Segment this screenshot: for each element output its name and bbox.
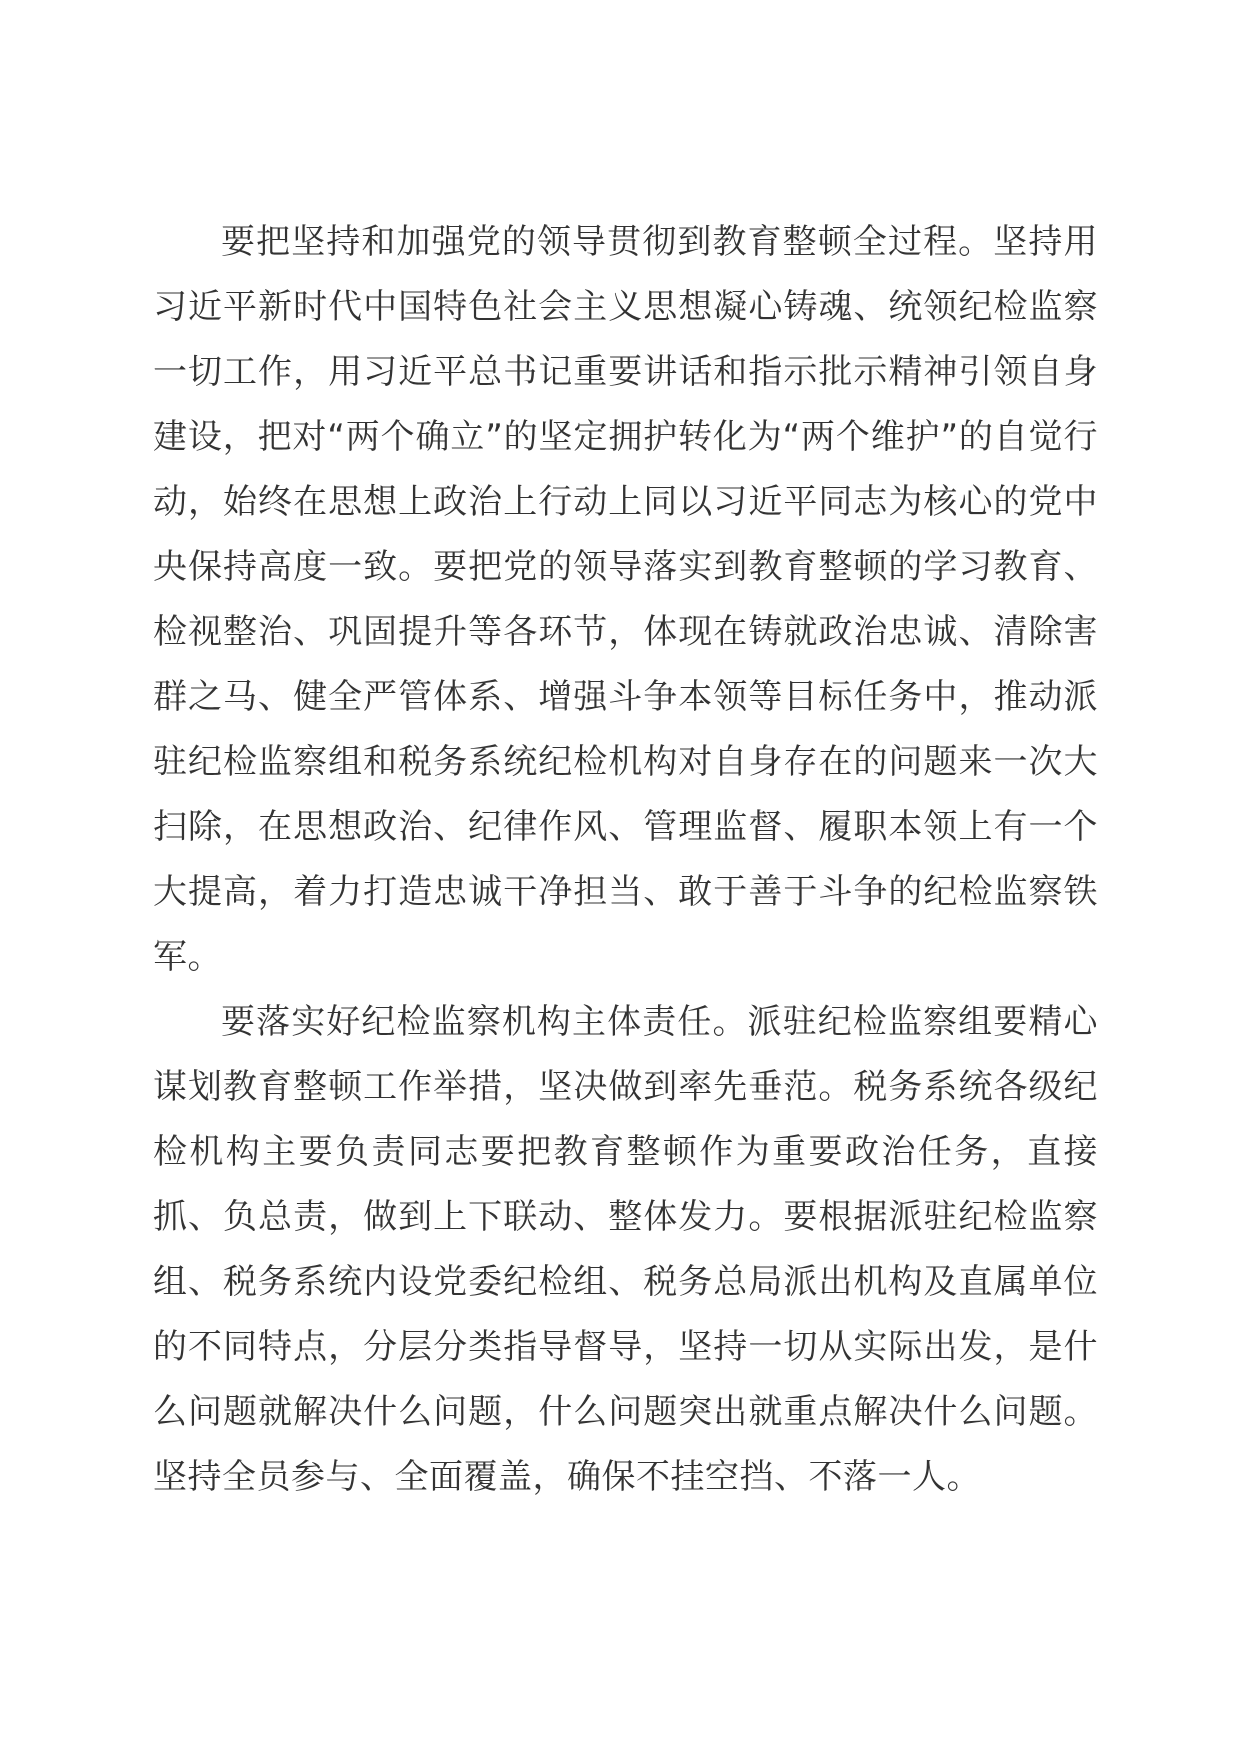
document-body <box>153 210 1098 1510</box>
paragraph-party-leadership: 要把坚持和加强党的领导贯彻到教育整顿全过程。坚持用习近平新时代中国特色社会主义思想凝心铸魂、统领纪检监察一切工作，用习近平总书记重要讲话和指示批示精神引领自身建设，把对“两个确立”的坚定拥护转化为“两个维护”的自觉行动，始终在思想上政治上行动上同以习近平同志为核心的党中央保持高度一致。要把党的领导落实到教育整顿的学习教育、检视整治、巩固提升等各环节，体现在铸就政治忠诚、清除害群之马、健全严管体系、增强斗争本领等目标任务中，推动派驻纪检监察组和税务系统纪检机构对自身存在的问题来一次大扫除，在思想政治、纪律作风、管理监督、履职本领上有一个大提高，着力打造忠诚干净担当、敢于善于斗争的纪检监察铁军。 <box>153 222 1098 977</box>
paragraph-main-responsibility: 要落实好纪检监察机构主体责任。派驻纪检监察组要精心谋划教育整顿工作举措，坚决做到率先垂范。税务系统各级纪检机构主要负责同志要把教育整顿作为重要政治任务，直接抓、负总责，做到上下联动、整体发力。要根据派驻纪检监察组、税务系统内设党委纪检组、税务总局派出机构及直属单位的不同特点，分层分类指导督导，坚持一切从实际出发，是什么问题就解决什么问题，什么问题突出就重点解决什么问题。坚持全员参与、全面覆盖，确保不挂空挡、不落一人。 <box>153 1002 1098 1497</box>
